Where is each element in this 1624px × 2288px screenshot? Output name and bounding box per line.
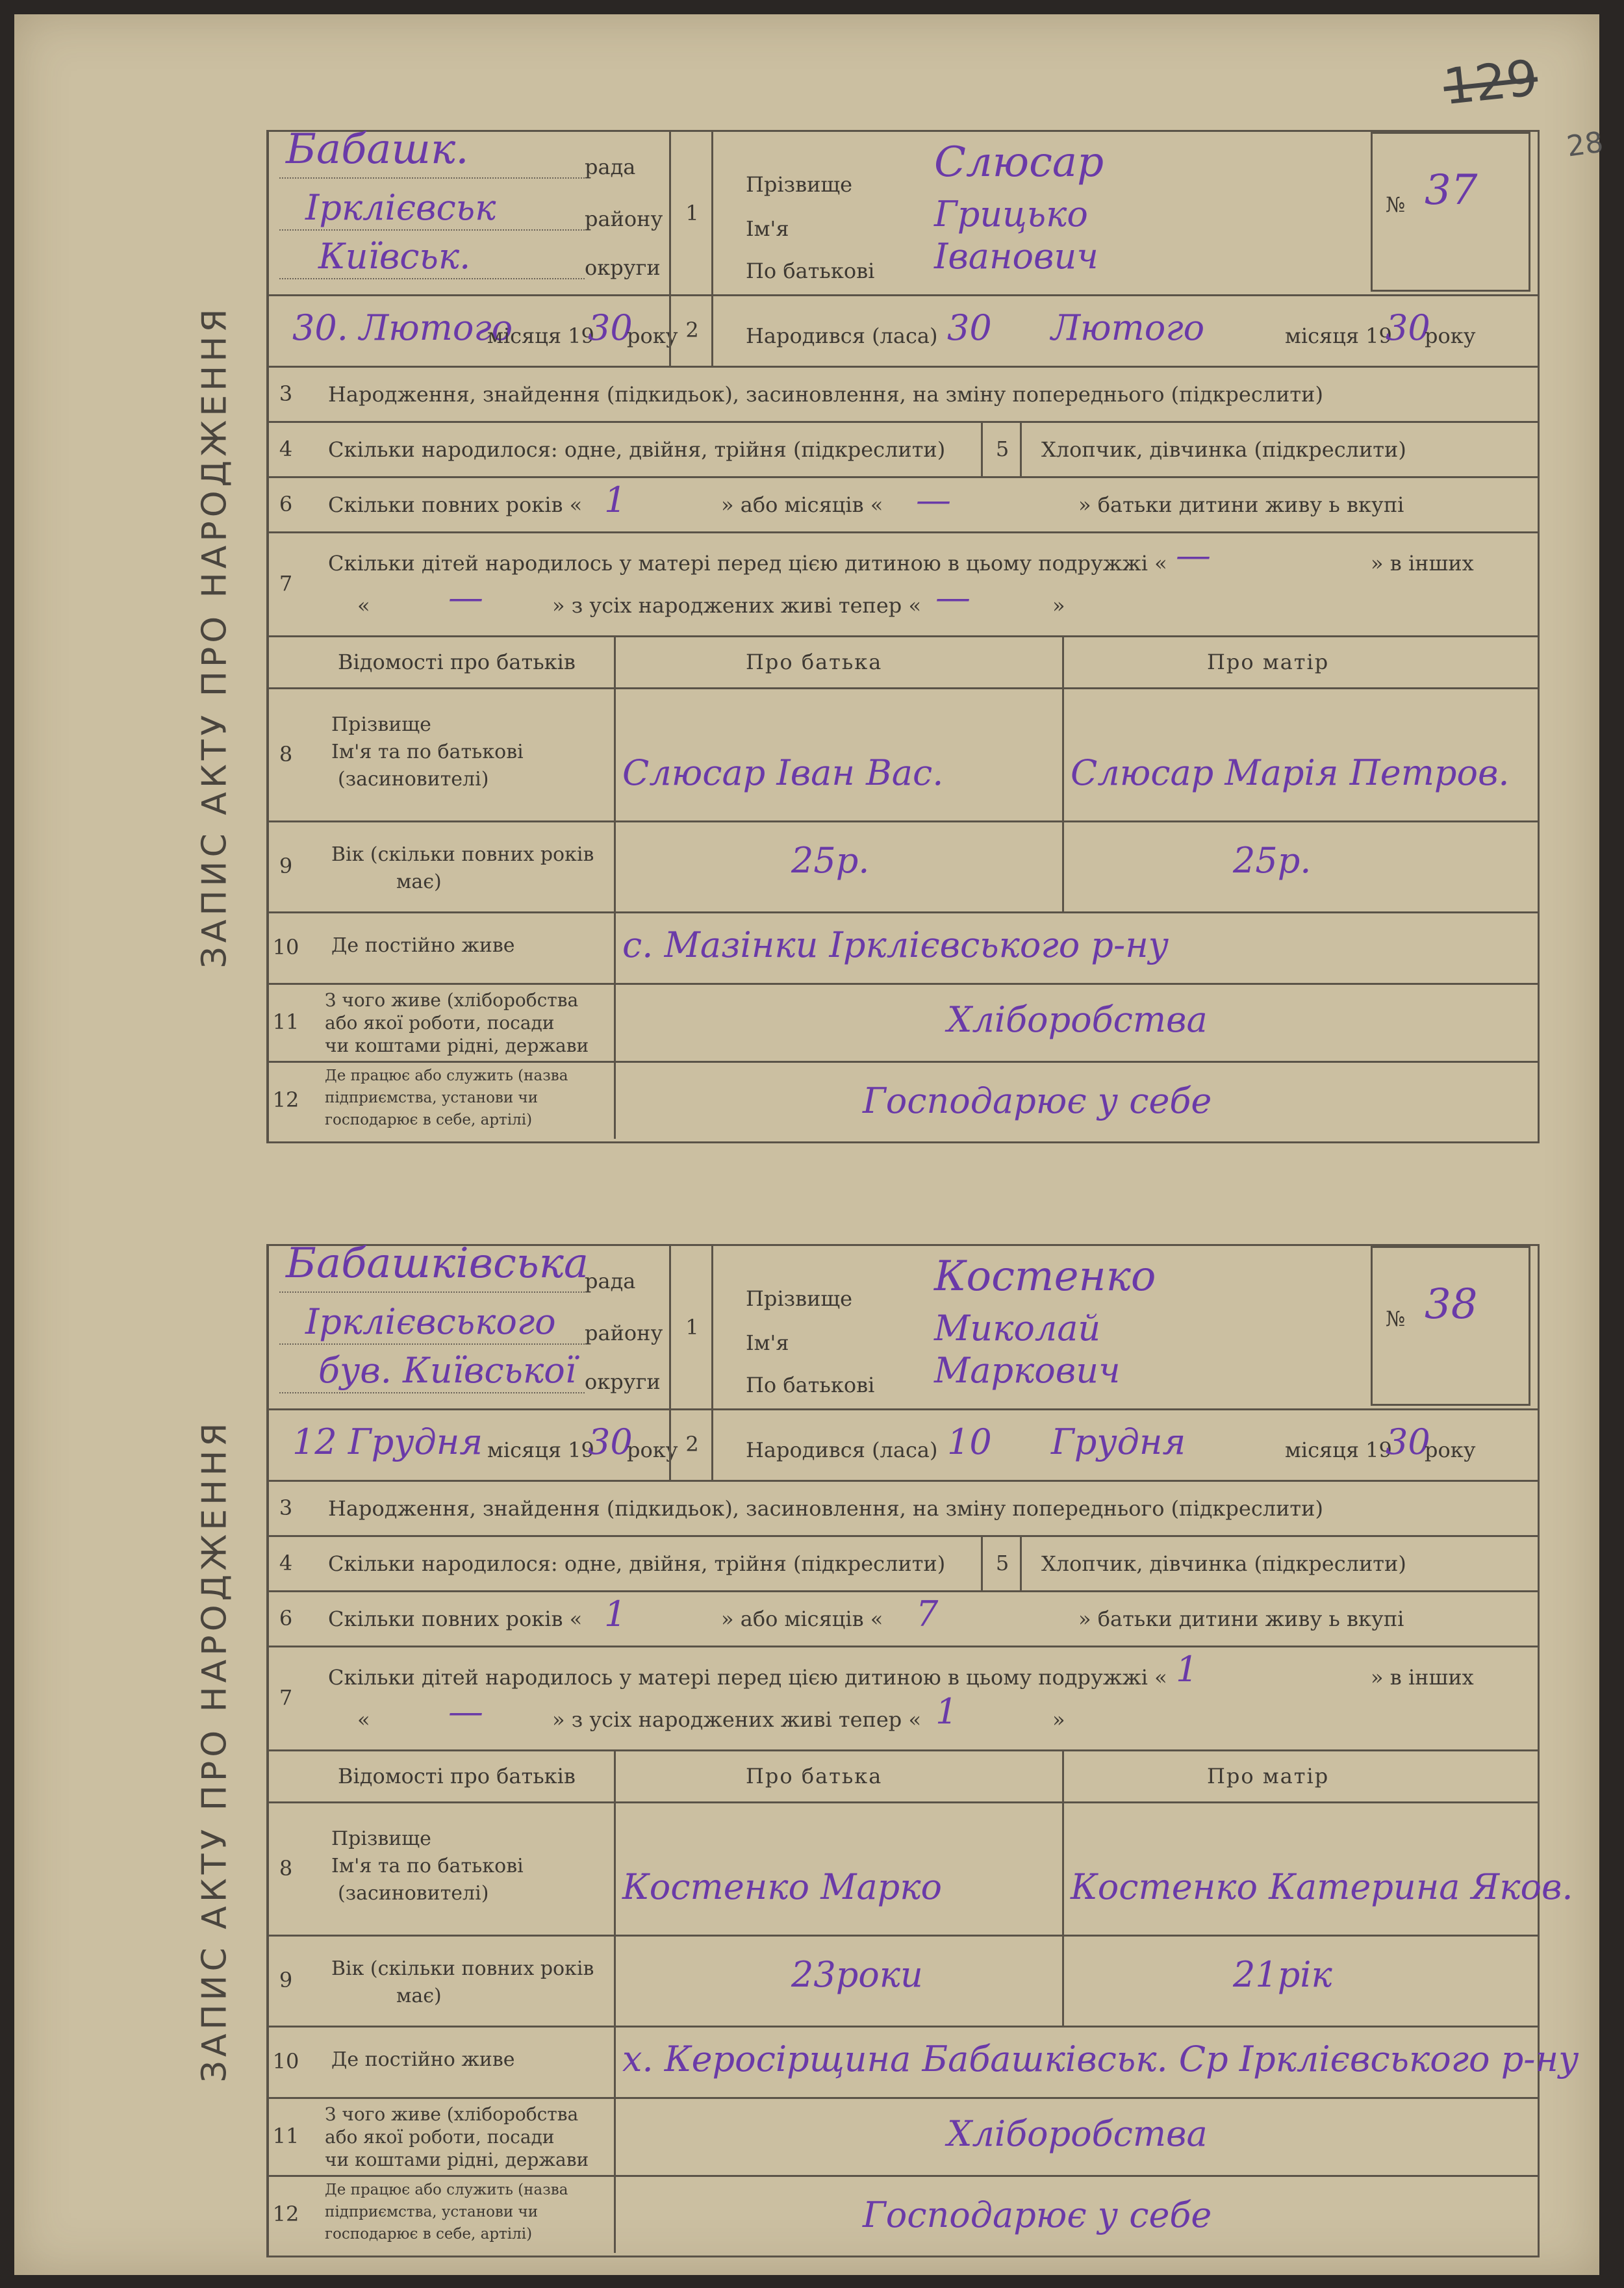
label-raionu: району [585,207,663,231]
row6-c: » батьки дитини живу ь вкупі [1078,1607,1404,1631]
r12-b: підприємства, установи чи [325,1089,539,1106]
hw-registration-year: 30 [588,307,633,348]
hw-years-together: 1 [604,1594,627,1634]
r11-b: або якої роботи, посади [325,2126,555,2148]
row3-text: Народження, знайдення (підкидьок), засиновлення, на зміну попереднього (підкреслити) [328,1496,1323,1521]
r9-b: має) [396,871,442,893]
name-cell [711,1246,1363,1408]
hw-birth-year: 30 [1386,1421,1430,1462]
r10-text: Де постійно живе [331,2048,515,2071]
mother-name-cell [1062,1801,1573,1935]
hw-children-before: 1 [1176,1649,1199,1690]
hw-residence: с. Мазінки Ірклієвського р-ну [622,924,1169,965]
hw-raion: Ірклієвськ [305,187,496,228]
hw-occupation: Хліборобства [947,999,1208,1040]
mother-age-cell [1062,1935,1512,2026]
label-misiatsia-2: місяця 19 [1285,1438,1392,1462]
hw-registration-date: 30. Лютого [292,307,513,348]
r9-b: має) [396,1985,442,2007]
field-num-6: 6 [279,1605,293,1631]
hw-okruh: Київськ. [318,236,471,277]
hw-mother-name: Костенко Катерина Яков. [1071,1866,1573,1907]
field-num-9: 9 [279,1968,293,1992]
hw-birth-year: 30 [1386,307,1430,348]
hdr-vidomosti: Відомості про батьків [338,1764,576,1788]
hw-birth-day: 30 [947,307,992,348]
field-num-3: 3 [279,1495,293,1520]
r10-text: Де постійно живе [331,934,515,957]
r8-a: Прізвище [331,713,431,736]
r12-c: господарює в себе, артілі) [325,2226,533,2243]
row-3 [266,1480,1538,1537]
row-7 [266,531,1538,637]
field-num-5: 5 [981,421,1022,476]
row5-text: Хлопчик, дівчинка (підкреслити) [1041,1551,1406,1576]
label-nomer: № [1386,1306,1406,1331]
row-9 [266,820,1538,913]
row-8 [266,1801,1573,1937]
hw-birth-month: Грудня [1051,1421,1186,1462]
hw-surname: Костенко [934,1252,1156,1301]
r12-c: господарює в себе, артілі) [325,1112,533,1128]
field-num-11: 11 [272,1010,299,1034]
field-num-8: 8 [279,741,293,767]
hw-raion: Ірклієвського [305,1301,556,1342]
record-side-title: ЗАПИС АКТУ ПРО НАРОДЖЕННЯ [162,1244,269,2257]
row7-a: Скільки дітей народилось у матері перед цією дитиною в цьому подружжі « [328,1665,1167,1690]
hw-years-together: 1 [604,479,627,520]
hw-surname: Слюсар [934,138,1104,186]
hw-birth-day: 10 [947,1421,992,1462]
row6-a: Скільки повних років « [328,1607,583,1631]
row-4-5 [266,1535,1538,1592]
r11-c: чи коштами рідні, держави [325,1035,589,1056]
field-num-3: 3 [279,381,293,406]
field-num-1: 1 [669,1246,713,1408]
label-misiatsia: місяця 19 [487,324,594,348]
mother-name-cell [1062,687,1512,820]
name-cell [711,132,1363,294]
r8-a: Прізвище [331,1827,431,1850]
hw-registration-year: 30 [588,1421,633,1462]
row-3 [266,366,1538,423]
row6-b: » або місяців « [721,1607,883,1631]
okruh-line [279,1392,585,1393]
hdr-father-cell [614,635,1064,687]
field-num-10: 10 [272,935,299,960]
label-roku-2: року [1425,1438,1476,1462]
field-num-7: 7 [279,1685,293,1710]
hw-children-before: — [1176,535,1211,576]
hw-okruh: був. Київської [318,1350,576,1391]
label-imia: Ім'я [746,216,789,241]
r9-a: Вік (скільки повних років [331,843,594,866]
date-row [266,294,1538,368]
birth-record-2 [162,1239,1579,2257]
workplace-cell [614,2175,1538,2253]
r12-a: Де працює або служить (назва [325,2181,568,2198]
hw-rada: Бабашківська [286,1239,589,1288]
row4-text: Скільки народилося: одне, двійня, трійня (підкреслити) [328,437,946,462]
row7-b: » в інших [1371,551,1474,576]
label-misiatsia: місяця 19 [487,1438,594,1462]
hw-rada: Бабашк. [286,125,469,173]
hw-father-name: Слюсар Іван Вас. [622,752,944,793]
field-num-2: 2 [669,1408,713,1480]
hw-father-age: 25р. [791,840,870,881]
hw-residence: х. Керосірщина Бабашківськ. Ср Ірклієвського р-ну [622,2039,1579,2079]
record-table [266,1239,1579,2257]
father-name-cell [614,1801,1064,1935]
record-header-row [266,125,1538,296]
record-header-row [266,1239,1538,1410]
row3-text: Народження, знайдення (підкидьок), засиновлення, на зміну попереднього (підкреслити) [328,382,1323,407]
label-narodyvsia: Народився (ласа) [746,1438,938,1462]
r8-c: (засиновителі) [338,1882,489,1905]
parents-header [266,1749,1538,1803]
row-9 [266,1935,1538,2027]
hw-children-other: — [448,1691,483,1732]
father-name-cell [614,687,1064,820]
field-num-10: 10 [272,2049,299,2074]
label-prizvyshche: Прізвище [746,172,853,197]
field-num-12: 12 [272,1087,299,1112]
archive-page-number-secondary: 28 [1564,125,1606,164]
archive-page-number: 129 [1440,48,1541,116]
hw-name: Миколай [934,1308,1101,1349]
hdr-maty: Про матір [1207,1764,1330,1788]
r8-c: (засиновителі) [338,768,489,791]
hw-name: Грицько [934,194,1088,235]
label-roku: року [627,1438,678,1462]
record-number-box [1371,1246,1530,1406]
hw-months-together: — [916,479,951,520]
row7-d: » з усіх народжених живі тепер « [552,593,922,618]
r9-a: Вік (скільки повних років [331,1957,594,1980]
raion-line [279,1343,585,1345]
row6-b: » або місяців « [721,492,883,517]
label-roku: року [627,324,678,348]
label-okruhy: округи [585,255,661,280]
row-10 [266,2026,1579,2099]
field-num-8: 8 [279,1855,293,1881]
row7-a: Скільки дітей народилось у матері перед цією дитиною в цьому подружжі « [328,551,1167,576]
row-8 [266,687,1538,822]
field-num-4: 4 [279,1550,293,1575]
label-nomer: № [1386,192,1406,217]
workplace-cell [614,1061,1538,1139]
hw-children-alive: 1 [935,1691,958,1732]
r8-b: Ім'я та по батькові [331,1855,524,1877]
father-age-cell [614,820,1064,911]
hw-workplace: Господарює у себе [863,2194,1212,2235]
rada-line [279,1291,585,1293]
r11-a: З чого живе (хліборобства [325,989,579,1011]
hw-workplace: Господарює у себе [863,1080,1212,1121]
row-12 [266,2175,1538,2253]
record-side-title: ЗАПИС АКТУ ПРО НАРОДЖЕННЯ [162,130,269,1143]
field-num-1: 1 [669,132,713,294]
birth-record-1 [162,125,1540,1143]
r11-c: чи коштами рідні, держави [325,2149,589,2170]
field-num-11: 11 [272,2124,299,2148]
row-10 [266,911,1538,985]
row7-d: » з усіх народжених живі тепер « [552,1707,922,1732]
hw-occupation: Хліборобства [947,2113,1208,2154]
row-6 [266,476,1538,533]
residence-cell [614,2026,1579,2097]
row5-text: Хлопчик, дівчинка (підкреслити) [1041,437,1406,462]
r11-a: З чого живе (хліборобства [325,2104,579,2125]
row-6 [266,1590,1538,1647]
occupation-cell [614,2097,1538,2175]
label-okruhy: округи [585,1369,661,1394]
hdr-mother-cell [1062,635,1512,687]
hw-registration-date: 12 Грудня [292,1421,483,1462]
label-rada: рада [585,1269,636,1293]
hw-children-other: — [448,577,483,618]
row7-c: « [357,593,370,618]
record-number-box [1371,132,1530,292]
hdr-mother-cell [1062,1749,1512,1801]
hw-birth-month: Лютого [1051,307,1205,348]
label-misiatsia-2: місяця 19 [1285,324,1392,348]
r12-b: підприємства, установи чи [325,2204,539,2220]
occupation-cell [614,983,1538,1061]
hdr-batko: Про батька [746,650,883,674]
residence-cell [614,911,1538,983]
hw-children-alive: — [935,577,971,618]
label-po-batkovi: По батькові [746,259,875,283]
hw-months-together: 7 [916,1594,939,1634]
field-num-12: 12 [272,2202,299,2226]
row7-b: » в інших [1371,1665,1474,1690]
field-num-7: 7 [279,571,293,596]
field-num-4: 4 [279,436,293,461]
okruh-line [279,278,585,279]
row6-c: » батьки дитини живу ь вкупі [1078,492,1404,517]
field-num-9: 9 [279,854,293,878]
label-narodyvsia: Народився (ласа) [746,324,938,348]
label-rada: рада [585,155,636,179]
parents-header [266,635,1538,689]
birth-date-cell [711,294,1538,366]
date-row [266,1408,1538,1482]
hdr-vidomosti: Відомості про батьків [338,650,576,674]
hw-patronymic: Маркович [934,1350,1121,1391]
raion-line [279,229,585,231]
field-num-2: 2 [669,294,713,366]
father-age-cell [614,1935,1064,2026]
sex-cell [1020,1535,1538,1590]
hw-mother-age: 25р. [1233,840,1312,881]
hw-father-name: Костенко Марко [622,1866,943,1907]
r11-b: або якої роботи, посади [325,1012,555,1034]
sex-cell [1020,421,1538,476]
row-11 [266,2097,1538,2177]
row7-c: « [357,1707,370,1732]
label-raionu: району [585,1321,663,1345]
hw-patronymic: Іванович [934,236,1098,277]
hw-father-age: 23роки [791,1954,923,1995]
hw-record-number: 38 [1425,1280,1478,1328]
label-prizvyshche: Прізвище [746,1286,853,1311]
row7-e: » [1052,593,1065,618]
rada-line [279,177,585,179]
hdr-father-cell [614,1749,1064,1801]
r8-b: Ім'я та по батькові [331,741,524,763]
label-roku-2: року [1425,324,1476,348]
hdr-batko: Про батька [746,1764,883,1788]
row-4-5 [266,421,1538,478]
hdr-maty: Про матір [1207,650,1330,674]
hw-record-number: 37 [1425,166,1478,214]
mother-age-cell [1062,820,1512,911]
record-table [266,125,1540,1143]
birth-date-cell [711,1408,1538,1480]
row6-a: Скільки повних років « [328,492,583,517]
row-12 [266,1061,1538,1139]
hw-mother-name: Слюсар Марія Петров. [1071,752,1510,793]
field-num-5: 5 [981,1535,1022,1590]
field-num-6: 6 [279,491,293,516]
label-po-batkovi: По батькові [746,1373,875,1397]
row7-e: » [1052,1707,1065,1732]
r12-a: Де працює або служить (назва [325,1067,568,1084]
row-11 [266,983,1538,1063]
row-7 [266,1646,1538,1751]
hw-mother-age: 21рік [1233,1954,1332,1995]
row4-text: Скільки народилося: одне, двійня, трійня (підкреслити) [328,1551,946,1576]
label-imia: Ім'я [746,1330,789,1355]
